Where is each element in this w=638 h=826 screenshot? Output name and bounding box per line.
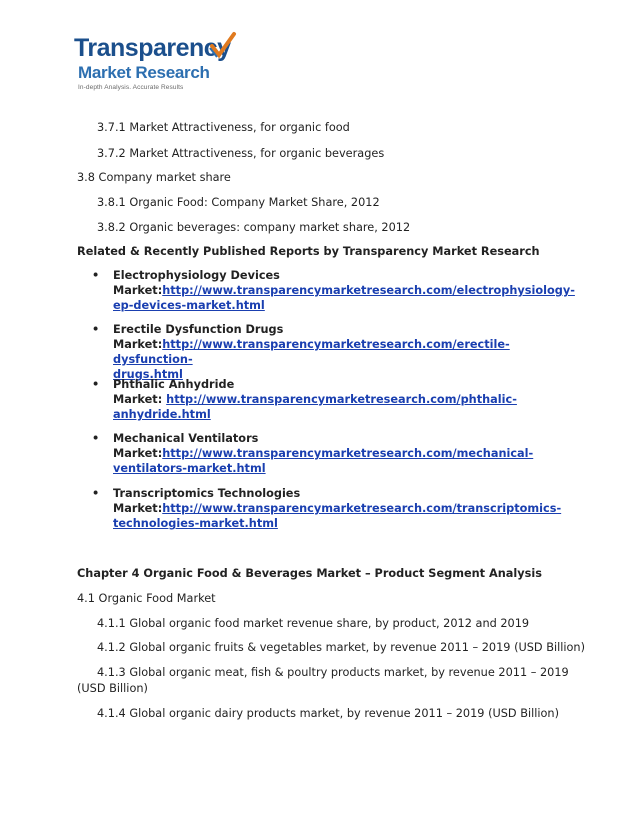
toc-item-4-1-2: 4.1.2 Global organic fruits & vegetables market, by revenue 2011 – 2019 (USD Billion): [97, 641, 585, 654]
report-link[interactable]: http://www.transparencymarketresearch.com/erectile-dysfunction-: [113, 338, 510, 366]
bullet-icon: •: [92, 269, 100, 282]
toc-item-3-7-2: 3.7.2 Market Attractiveness, for organic beverages: [97, 147, 385, 160]
report-link[interactable]: http://www.transparencymarketresearch.com/electrophysiology-: [162, 284, 575, 297]
report-link[interactable]: http://www.transparencymarketresearch.com/transcriptomics-: [162, 502, 562, 515]
bullet-icon: •: [92, 432, 100, 445]
logo-brand: Transparency: [74, 34, 231, 62]
toc-item-4-1-4: 4.1.4 Global organic dairy products market, by revenue 2011 – 2019 (USD Billion): [97, 707, 559, 720]
bullet-icon: •: [92, 487, 100, 500]
bullet-icon: •: [92, 323, 100, 336]
report-title: Erectile Dysfunction Drugs: [113, 323, 284, 336]
report-link-cont[interactable]: technologies-market.html: [113, 517, 278, 530]
toc-item-4-1-1: 4.1.1 Global organic food market revenue share, by product, 2012 and 2019: [97, 617, 530, 630]
report-link-cont[interactable]: ep-devices-market.html: [113, 299, 265, 312]
report-title: Mechanical Ventilators: [113, 432, 259, 445]
report-market-label: Market:: [113, 447, 163, 460]
report-link-cont[interactable]: ventilators-market.html: [113, 462, 266, 475]
toc-item-4-1-3-cont: (USD Billion): [77, 682, 148, 695]
report-link[interactable]: http://www.transparencymarketresearch.com/mechanical-: [162, 447, 534, 460]
bullet-icon: •: [92, 378, 100, 391]
report-market-label: Market:: [113, 502, 163, 515]
report-market-label: Market:: [113, 338, 163, 351]
checkmark-icon: [206, 30, 238, 62]
toc-item-3-7-1: 3.7.1 Market Attractiveness, for organic food: [97, 121, 350, 134]
report-link[interactable]: http://www.transparencymarketresearch.com/phthalic-: [166, 393, 517, 406]
logo-tagline: In-depth Analysis. Accurate Results: [78, 84, 184, 91]
company-logo: [74, 34, 244, 98]
toc-section-4-1: 4.1 Organic Food Market: [77, 592, 216, 605]
report-link-cont[interactable]: anhydride.html: [113, 408, 211, 421]
report-title: Electrophysiology Devices: [113, 269, 280, 282]
toc-item-4-1-3: 4.1.3 Global organic meat, fish & poultry products market, by revenue 2011 – 2019: [97, 666, 569, 679]
toc-item-3-8-2: 3.8.2 Organic beverages: company market share, 2012: [97, 221, 411, 234]
related-reports-heading: Related & Recently Published Reports by Transparency Market Research: [77, 245, 540, 258]
report-title: Phthalic Anhydride: [113, 378, 235, 391]
chapter-4-heading: Chapter 4 Organic Food & Beverages Market – Product Segment Analysis: [77, 567, 542, 580]
report-market-label: Market:: [113, 393, 167, 406]
toc-item-3-8-1: 3.8.1 Organic Food: Company Market Share, 2012: [97, 196, 380, 209]
toc-section-3-8: 3.8 Company market share: [77, 171, 231, 184]
report-market-label: Market:: [113, 284, 163, 297]
report-title: Transcriptomics Technologies: [113, 487, 301, 500]
report-link-cont[interactable]: drugs.html: [113, 368, 183, 381]
logo-subtitle: Market Research: [78, 63, 210, 82]
